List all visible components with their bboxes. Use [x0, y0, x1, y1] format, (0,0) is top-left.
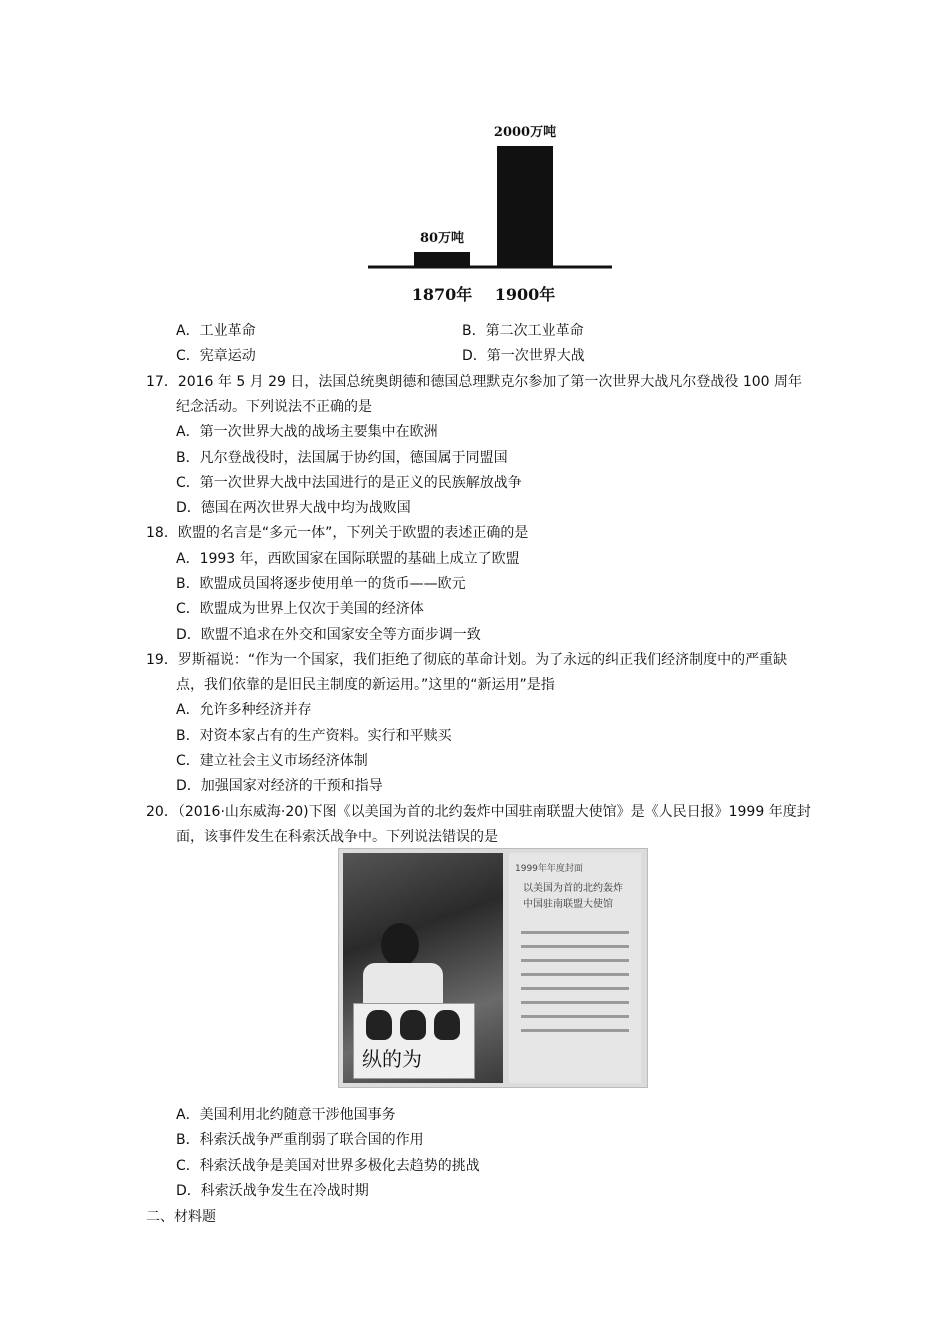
victim-portrait — [366, 1010, 392, 1040]
cover-article-panel — [509, 853, 641, 1083]
text-line — [521, 945, 629, 948]
q18-option-b[interactable]: B．欧盟成员国将逐步使用单一的货币——欧元 — [176, 576, 466, 592]
q19-option-b[interactable]: B．对资本家占有的生产资料。实行和平赎买 — [176, 728, 452, 744]
q18-option-c[interactable]: C．欧盟成为世界上仅次于美国的经济体 — [176, 601, 424, 617]
bar-1870 — [414, 252, 470, 266]
q17-option-c[interactable]: C．第一次世界大战中法国进行的是正义的民族解放战争 — [176, 475, 522, 491]
q19-stem-line1: 19．罗斯福说：“作为一个国家，我们拒绝了彻底的革命计划。为了永远的纠正我们经济制度中的严重缺 — [146, 652, 788, 668]
q16-option-b[interactable]: B．第二次工业革命 — [462, 323, 584, 339]
bar-1900 — [497, 146, 553, 266]
tick-label-1870: 1870年 — [411, 285, 473, 304]
peoples-daily-cover-photo — [338, 848, 648, 1088]
text-line — [521, 987, 629, 990]
q20-option-c[interactable]: C．科索沃战争是美国对世界多极化去趋势的挑战 — [176, 1158, 480, 1174]
tick-label-1900: 1900年 — [494, 285, 556, 304]
q18-option-a[interactable]: A．1993 年，西欧国家在国际联盟的基础上成立了欧盟 — [176, 551, 520, 567]
q17-stem-line1: 17．2016 年 5 月 29 日，法国总统奥朗德和德国总理默克尔参加了第一次世界大战凡尔登战役 100 周年 — [146, 374, 803, 390]
victim-portrait — [434, 1010, 460, 1040]
q16-option-a[interactable]: A．工业革命 — [176, 323, 256, 339]
data-label-1870: 80万吨 — [419, 231, 465, 246]
text-line — [521, 973, 629, 976]
protest-photo — [343, 853, 503, 1083]
q18-stem: 18．欧盟的名言是“多元一体”，下列关于欧盟的表述正确的是 — [146, 525, 529, 541]
q17-option-d[interactable]: D．德国在两次世界大战中均为战败国 — [176, 500, 411, 516]
q20-stem-line1: 20．（2016·山东威海·20)下图《以美国为首的北约轰炸中国驻南联盟大使馆》是《人民日报》1999 年度封 — [146, 804, 811, 820]
q19-option-d[interactable]: D．加强国家对经济的干预和指导 — [176, 778, 383, 794]
q20-stem-line2: 面，该事件发生在科索沃战争中。下列说法错误的是 — [176, 829, 498, 845]
protest-sign — [353, 1003, 475, 1079]
data-label-1900: 2000万吨 — [493, 125, 557, 140]
q17-option-b[interactable]: B．凡尔登战役时，法国属于协约国，德国属于同盟国 — [176, 450, 508, 466]
victim-portrait — [400, 1010, 426, 1040]
q20-option-b[interactable]: B．科索沃战争严重削弱了联合国的作用 — [176, 1132, 424, 1148]
text-line — [521, 959, 629, 962]
text-line — [521, 1029, 629, 1032]
cover-headline: 以美国为首的北约轰炸中国驻南联盟大使馆 — [523, 883, 623, 910]
q19-stem-line2: 点，我们依靠的是旧民主制度的新运用。”这里的“新运用”是指 — [176, 677, 555, 693]
q18-option-d[interactable]: D．欧盟不追求在外交和国家安全等方面步调一致 — [176, 627, 481, 643]
q16-option-d[interactable]: D．第一次世界大战 — [462, 348, 585, 364]
q19-option-c[interactable]: C．建立社会主义市场经济体制 — [176, 753, 368, 769]
text-line — [521, 1001, 629, 1004]
q20-option-a[interactable]: A．美国利用北约随意干涉他国事务 — [176, 1107, 396, 1123]
q19-option-a[interactable]: A．允许多种经济并存 — [176, 702, 312, 718]
cover-header: 1999年年度封面 — [515, 864, 583, 874]
protester-head — [381, 923, 419, 967]
section-heading-materials: 二、材料题 — [146, 1209, 216, 1225]
q20-option-d[interactable]: D．科索沃战争发生在冷战时期 — [176, 1183, 369, 1199]
q16-option-c[interactable]: C．宪章运动 — [176, 348, 256, 364]
text-line — [521, 1015, 629, 1018]
q17-option-a[interactable]: A．第一次世界大战的战场主要集中在欧洲 — [176, 424, 438, 440]
text-line — [521, 931, 629, 934]
q17-stem-line2: 纪念活动。下列说法不正确的是 — [176, 399, 372, 415]
steel-output-bar-chart — [360, 110, 620, 310]
sign-text: 纵的为 — [362, 1047, 422, 1071]
